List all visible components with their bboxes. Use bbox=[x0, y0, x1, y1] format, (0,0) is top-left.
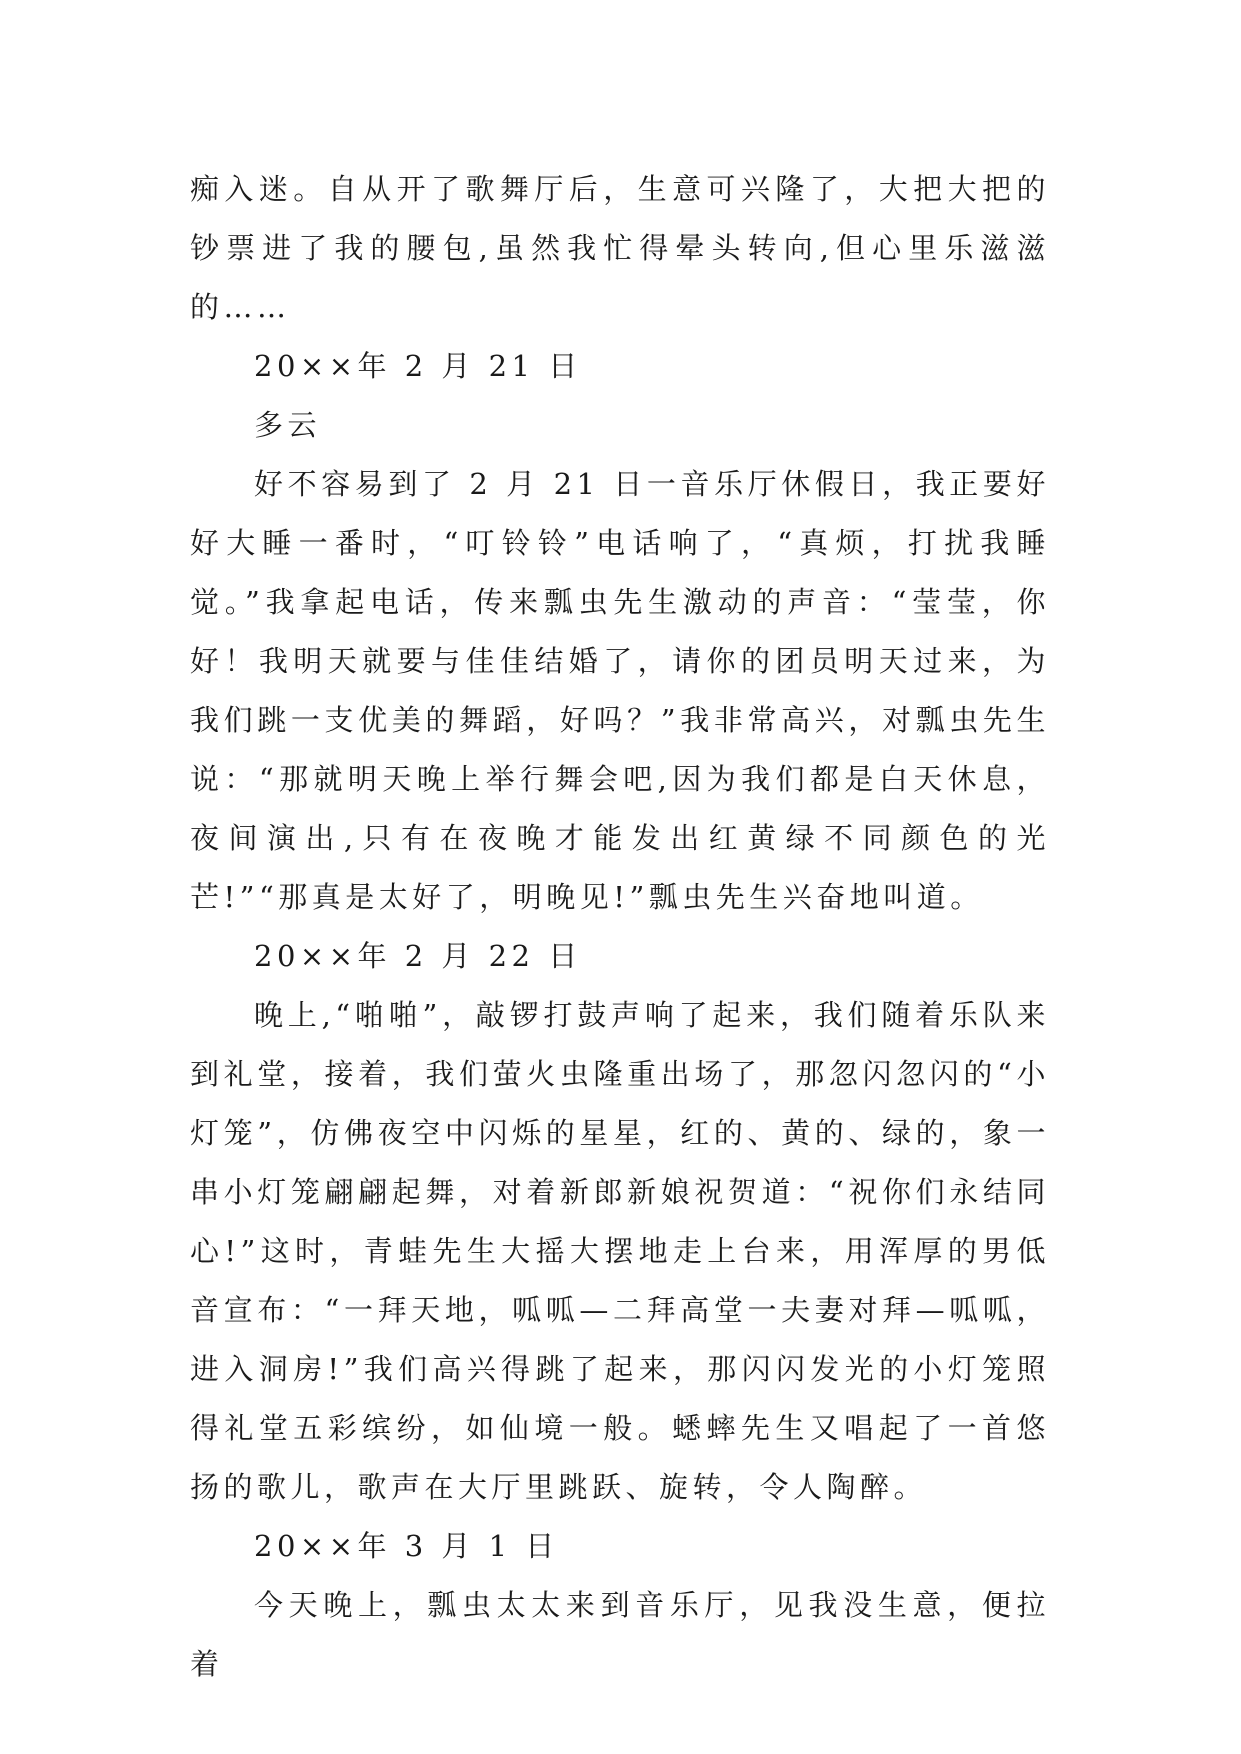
date-heading: 20××年 3 月 1 日 bbox=[254, 1529, 559, 1563]
date-heading: 20××年 2 月 22 日 bbox=[254, 939, 582, 973]
paragraph: 晚上,“啪啪”，敲锣打鼓声响了起来，我们随着乐队来到礼堂，接着，我们萤火虫隆重出场了，那忽闪忽闪的“小灯笼”，仿佛夜空中闪烁的星星，红的、黄的、绿的，象一串小灯笼翩翩起舞，对着新郎新娘祝贺道：“祝你们永结同心!”这时，青蛙先生大摇大摆地走上台来，用浑厚的男低音宣布：“一拜天地，呱呱—二拜高堂一夫妻对拜—呱呱，进入洞房!”我们高兴得跳了起来，那闪闪发光的小灯笼照得礼堂五彩缤纷，如仙境一般。蟋蟀先生又唱起了一首悠扬的歌儿，歌声在大厅里跳跃、旋转，令人陶醉。 bbox=[190, 998, 1050, 1504]
date-heading: 20××年 2 月 21 日 bbox=[254, 349, 582, 383]
weather-note: 多云 bbox=[254, 408, 322, 442]
paragraph: 今天晚上，瓢虫太太来到音乐厅，见我没生意，便拉着 bbox=[190, 1588, 1050, 1681]
paragraph: 好不容易到了 2 月 21 日一音乐厅休假日，我正要好好大睡一番时，“叮铃铃”电话响了，“真烦，打扰我睡觉。”我拿起电话，传来瓢虫先生激动的声音：“莹莹，你好！我明天就要与佳佳结婚了，请你的团员明天过来，为我们跳一支优美的舞蹈，好吗？”我非常高兴，对瓢虫先生说：“那就明天晚上举行舞会吧,因为我们都是白天休息，夜间演出,只有在夜晚才能发出红黄绿不同颜色的光芒!”“那真是太好了，明晚见!”瓢虫先生兴奋地叫道。 bbox=[190, 467, 1050, 914]
diary-text bbox=[190, 160, 1050, 1694]
paragraph-continued: 痴入迷。自从开了歌舞厅后，生意可兴隆了，大把大把的钞票进了我的腰包,虽然我忙得晕头转向,但心里乐滋滋的…… bbox=[190, 172, 1050, 324]
